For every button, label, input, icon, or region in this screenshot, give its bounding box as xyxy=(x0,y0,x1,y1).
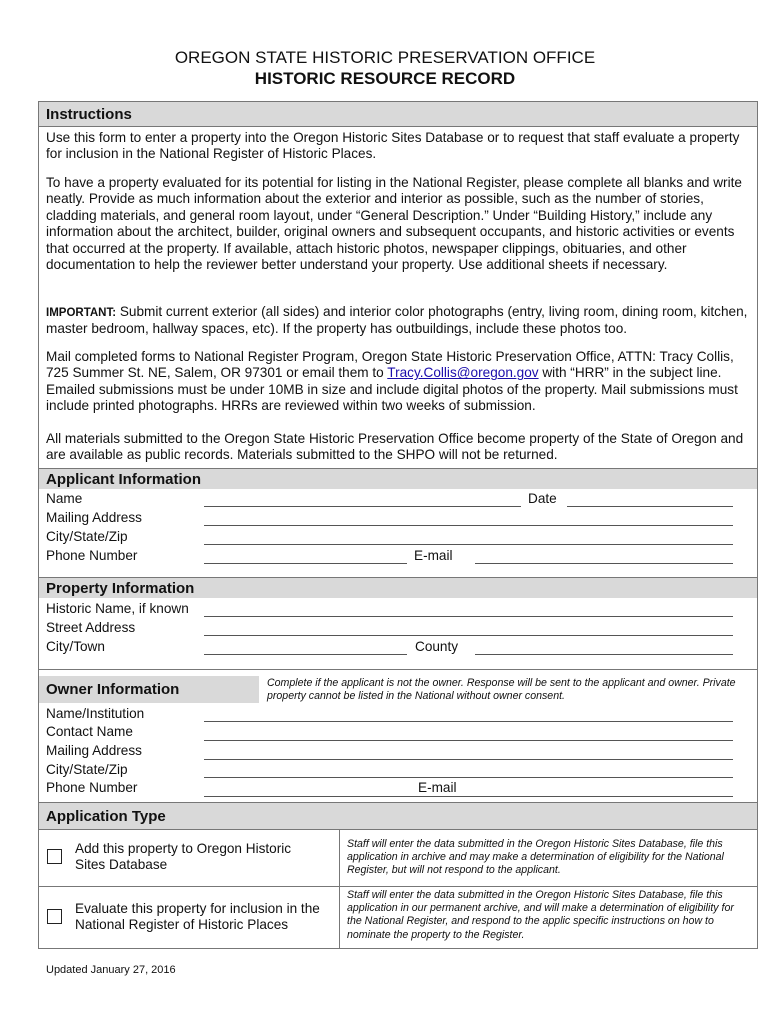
important-label: IMPORTANT: xyxy=(46,307,117,319)
instructions-para-5: All materials submitted to the Oregon State Historic Preservation Office become property of the State of Oregon and are available as public records. Materials submitted to the SHPO will not be returned. xyxy=(46,431,744,463)
add-to-database-label: Add this property to Oregon Historic Sites Database xyxy=(75,841,292,873)
instructions-heading: Instructions xyxy=(39,102,757,126)
divider xyxy=(39,829,757,830)
owner-contact-field[interactable] xyxy=(204,740,733,741)
agency-title: OREGON STATE HISTORIC PRESERVATION OFFICE xyxy=(174,48,596,67)
application-type-heading: Application Type xyxy=(39,803,757,829)
applicant-city-label: City/State/Zip xyxy=(46,529,128,544)
applicant-mailing-label: Mailing Address xyxy=(46,510,142,525)
evaluate-national-register-label: Evaluate this property for inclusion in the National Register of Historic Places xyxy=(75,901,320,933)
applicant-date-field[interactable] xyxy=(567,506,733,507)
applicant-mailing-field[interactable] xyxy=(204,525,733,526)
form-title: HISTORIC RESOURCE RECORD xyxy=(254,69,516,88)
applicant-email-label: E-mail xyxy=(414,548,453,563)
owner-phone-field[interactable] xyxy=(204,796,733,797)
divider xyxy=(39,126,757,127)
add-to-database-checkbox[interactable] xyxy=(47,849,62,864)
applicant-name-field[interactable] xyxy=(204,506,521,507)
applicant-phone-field[interactable] xyxy=(204,563,407,564)
applicant-phone-label: Phone Number xyxy=(46,548,138,563)
applicant-date-label: Date xyxy=(528,491,557,506)
owner-contact-label: Contact Name xyxy=(46,724,133,739)
applicant-city-field[interactable] xyxy=(204,544,733,545)
updated-date: Updated January 27, 2016 xyxy=(46,964,176,976)
owner-name-label: Name/Institution xyxy=(46,706,145,721)
county-field[interactable] xyxy=(475,654,733,655)
historic-name-label: Historic Name, if known xyxy=(46,601,189,616)
divider xyxy=(39,669,757,670)
instructions-para-2: To have a property evaluated for its potential for listing in the National Register, please complete all blanks and write neatly. Provide as much information about the exterior and interior as possible, such as the number of stories, cladding materials, and general room layout, under “General Description.” Under “Building History,” include any information about the architect, builder, original owners and subsequent occupants, and historic activities or events that occurred at the property. If available, attach historic photos, newspaper clippings, obituaries, and other documentation to help the reviewer better understand your property. Use additional sheets if necessary. xyxy=(46,175,742,273)
property-heading: Property Information xyxy=(39,578,757,598)
county-label: County xyxy=(415,639,459,654)
owner-city-label: City/State/Zip xyxy=(46,762,128,777)
owner-phone-label: Phone Number xyxy=(46,780,138,795)
applicant-heading: Applicant Information xyxy=(39,469,757,489)
owner-email-label: E-mail xyxy=(418,780,457,795)
instructions-para-4 xyxy=(46,349,752,415)
add-to-database-note: Staff will enter the data submitted in the Oregon Historic Sites Database, file this application in archive and may make a determination of eligibility for the National Register, but will not respond to the applicant. xyxy=(347,838,724,877)
mail-text-after: with “HRR” in the subject line. Emailed submissions must be under 10MB in size and include digital photos of the property. Mail submissions must include printed photographs. HRRs are reviewed within two weeks of submission. xyxy=(46,365,738,414)
street-address-label: Street Address xyxy=(46,620,136,635)
applicant-name-label: Name xyxy=(46,491,83,506)
owner-mailing-label: Mailing Address xyxy=(46,743,142,758)
owner-city-field[interactable] xyxy=(204,777,733,778)
evaluate-national-register-checkbox[interactable] xyxy=(47,909,62,924)
instructions-para-3 xyxy=(46,304,752,338)
city-town-label: City/Town xyxy=(46,639,105,654)
owner-heading: Owner Information xyxy=(39,676,259,703)
evaluate-national-register-note: Staff will enter the data submitted in the Oregon Historic Sites Database, file this application in our permanent archive, and will make a determination of eligibility for the National Register, and respond to the applic specific instructions on how to nominate the property to the Register. xyxy=(347,889,734,941)
important-text: Submit current exterior (all sides) and interior color photographs (entry, living room, dining room, kitchen, master bedroom, hallway spaces, etc). If the property has outbuildings, include these photos too. xyxy=(46,304,748,337)
divider xyxy=(339,829,340,948)
applicant-email-field[interactable] xyxy=(475,563,733,564)
street-address-field[interactable] xyxy=(204,635,733,636)
city-town-field[interactable] xyxy=(204,654,407,655)
divider xyxy=(39,886,757,887)
email-link[interactable]: Tracy.Collis@oregon.gov xyxy=(387,365,539,381)
owner-name-field[interactable] xyxy=(204,721,733,722)
historic-name-field[interactable] xyxy=(204,616,733,617)
owner-mailing-field[interactable] xyxy=(204,759,733,760)
mail-text: Mail completed forms to National Register Program, Oregon State Historic Preservation Office, ATTN: Tracy Collis, 725 Summer St. NE, Salem, OR 97301 or email them to xyxy=(46,349,734,381)
owner-note: Complete if the applicant is not the owner. Response will be sent to the applicant and owner. Private property cannot be listed in the National without owner consent. xyxy=(267,677,736,703)
instructions-para-1: Use this form to enter a property into the Oregon Historic Sites Database or to request that staff evaluate a property for inclusion in the National Register of Historic Places. xyxy=(46,130,740,162)
